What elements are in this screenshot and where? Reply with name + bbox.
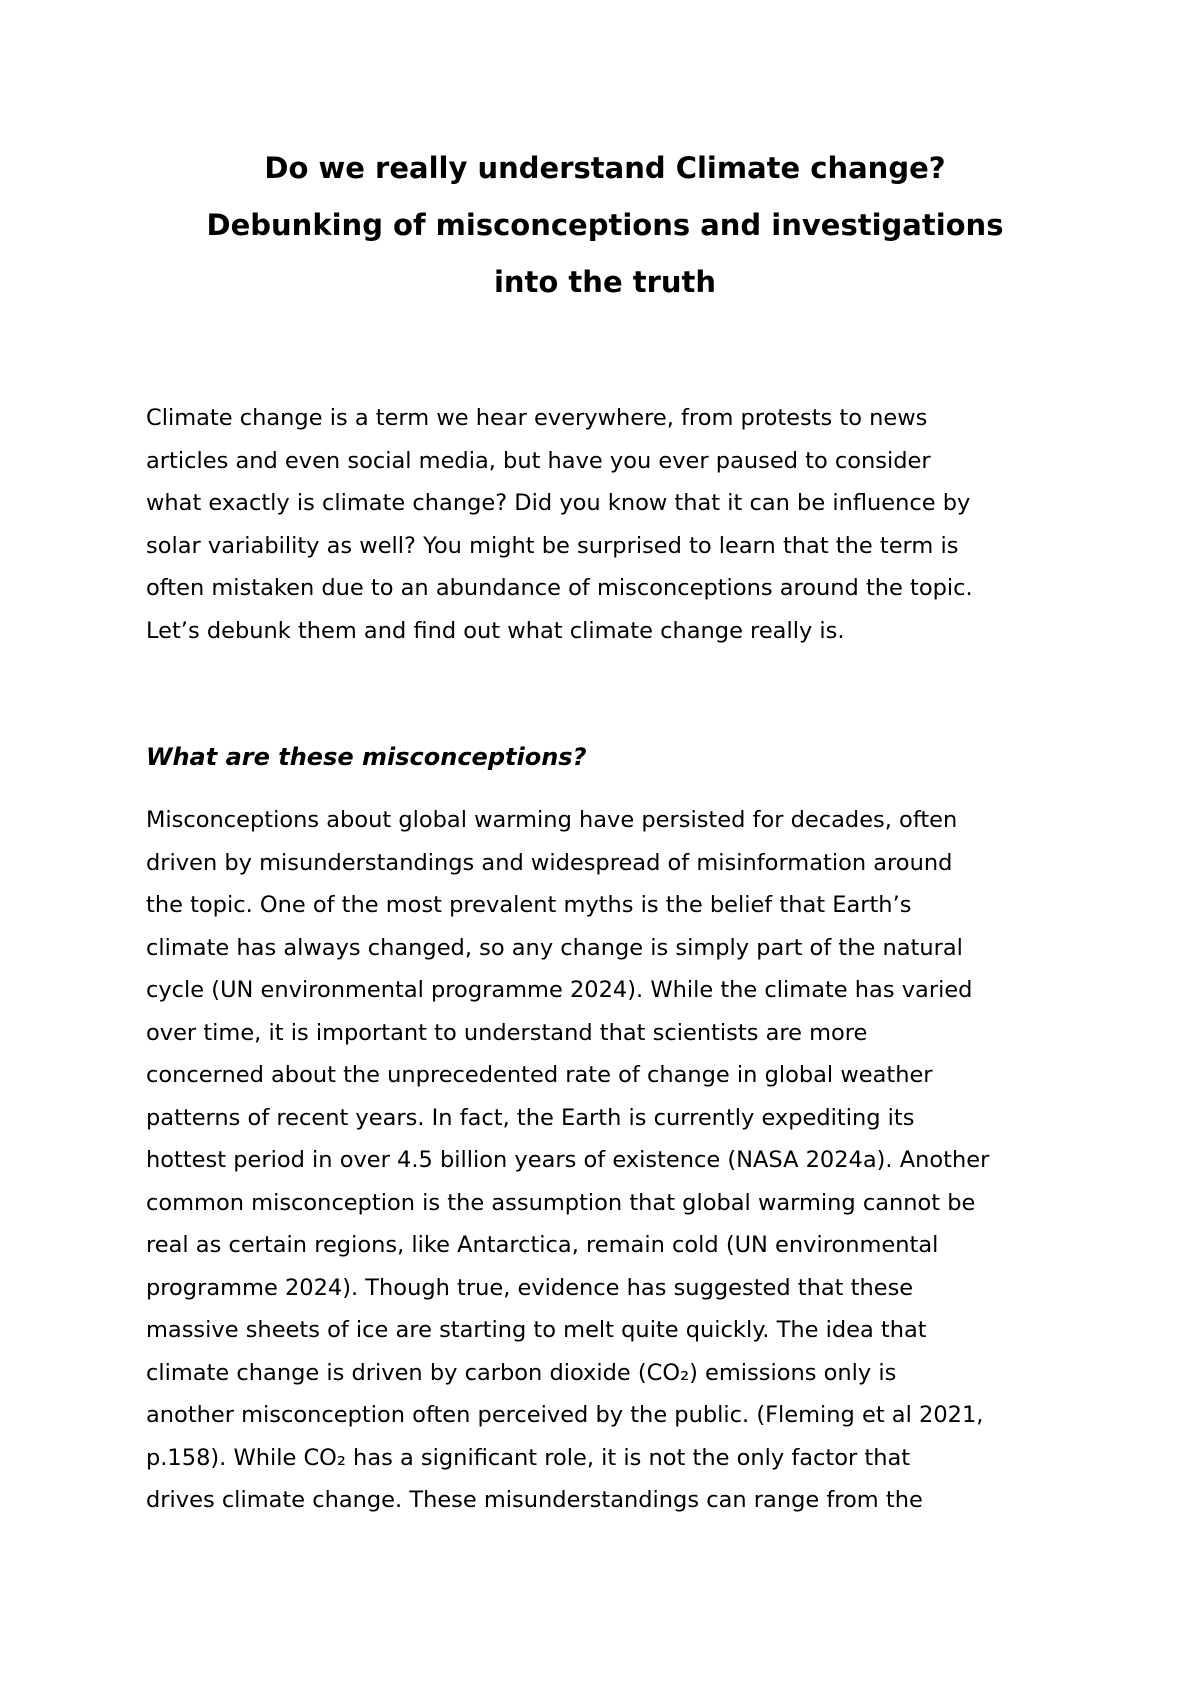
text-line: solar variability as well? You might be surprised to learn that the term is xyxy=(146,532,959,559)
text-line: massive sheets of ice are starting to melt quite quickly. The idea that xyxy=(146,1317,927,1343)
text-line: over time, it is important to understand that scientists are more xyxy=(146,1019,868,1046)
text-line: Misconceptions about global warming have persisted for decades, often xyxy=(146,807,958,833)
text-line: Climate change is a term we hear everywhere, from protests to news xyxy=(146,405,928,431)
text-line: cycle (UN environmental programme 2024). While the climate has varied xyxy=(146,977,973,1003)
text-line: programme 2024). Though true, evidence has suggested that these xyxy=(146,1274,914,1301)
section-paragraph xyxy=(146,799,1146,1522)
text-line: another misconception often perceived by the public. (Fleming et al 2021, xyxy=(146,1402,984,1428)
text-line: concerned about the unprecedented rate of change in global weather xyxy=(146,1062,933,1088)
text-line: common misconception is the assumption that global warming cannot be xyxy=(146,1189,976,1216)
text-line: p.158). While CO₂ has a significant role, it is not the only factor that xyxy=(146,1444,911,1471)
document-title xyxy=(120,140,1090,311)
text-line: climate change is driven by carbon dioxide (CO₂) emissions only is xyxy=(146,1359,897,1386)
title-line: Debunking of misconceptions and investigations xyxy=(206,208,1004,242)
text-line: patterns of recent years. In fact, the Earth is currently expediting its xyxy=(146,1104,915,1131)
text-line: climate has always changed, so any change is simply part of the natural xyxy=(146,934,963,961)
section-heading: What are these misconceptions? xyxy=(146,743,587,771)
title-line: Do we really understand Climate change? xyxy=(264,151,946,185)
text-line: often mistaken due to an abundance of misconceptions around the topic. xyxy=(146,575,973,601)
text-line: Let’s debunk them and find out what climate change really is. xyxy=(146,617,845,644)
text-line: articles and even social media, but have you ever paused to consider xyxy=(146,447,931,474)
text-line: real as certain regions, like Antarctica, remain cold (UN environmental xyxy=(146,1232,939,1258)
text-line: driven by misunderstandings and widespread of misinformation around xyxy=(146,849,953,876)
text-line: the topic. One of the most prevalent myths is the belief that Earth’s xyxy=(146,892,912,918)
text-line: hottest period in over 4.5 billion years of existence (NASA 2024a). Another xyxy=(146,1147,990,1173)
title-line: into the truth xyxy=(493,265,717,299)
text-line: what exactly is climate change? Did you know that it can be influence by xyxy=(146,490,971,516)
text-line: drives climate change. These misunderstandings can range from the xyxy=(146,1487,923,1513)
intro-paragraph xyxy=(146,397,1146,652)
